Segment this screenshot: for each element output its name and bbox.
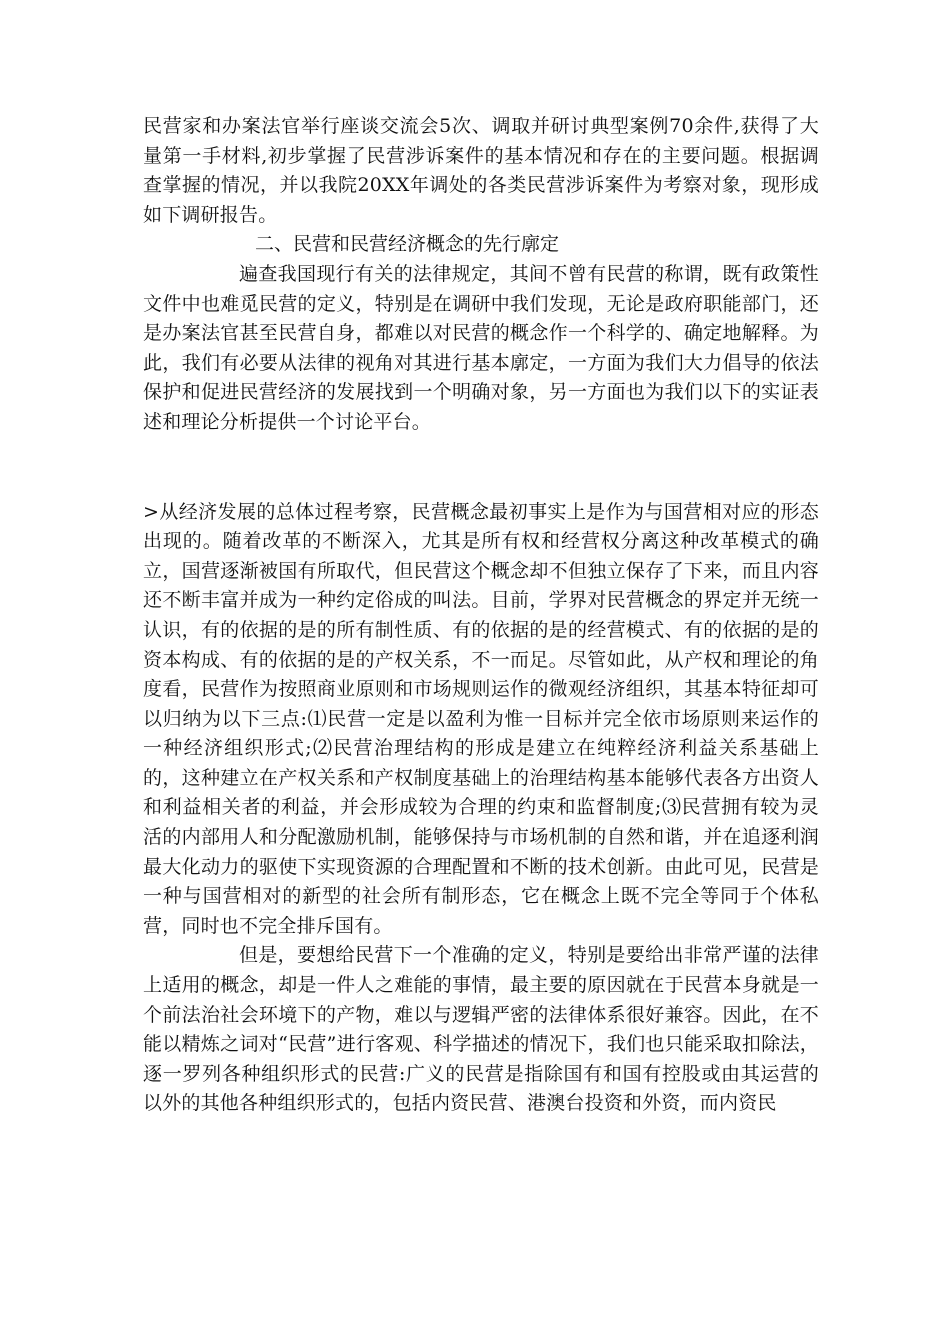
paragraph-economic: >从经济发展的总体过程考察，民营概念最初事实上是作为与国营相对应的形态出现的。随着改革的不断深入，尤其是所有权和经营权分离这种改革模式的确立，国营逐渐被国有所取代，但民营这个概念却不但独立保存了下来，而且内容还不断丰富并成为一种约定俗成的叫法。目前，学界对民营概念的界定并无统一认识，有的依据的是的所有制性质、有的依据的是的经营模式、有的依据的是的资本构成、有的依据的是的产权关系，不一而足。尽管如此，从产权和理论的角度看，民营作为按照商业原则和市场规则运作的微观经济组织，其基本特征却可以归纳为以下三点:⑴民营一定是以盈利为惟一目标并完全依市场原则来运作的一种经济组织形式;⑵民营治理结构的形成是建立在纯粹经济利益关系基础上的，这种建立在产权关系和产权制度基础上的治理结构基本能够代表各方出资人和利益相关者的利益，并会形成较为合理的约束和监督制度;⑶民营拥有较为灵活的内部用人和分配激励机制，能够保持与市场机制的自然和谐，并在追逐利润最大化动力的驱使下实现资源的合理配置和不断的技术创新。由此可见，民营是一种与国营相对的新型的社会所有制形态，它在概念上既不完全等同于个体私营，同时也不完全排斥国有。 — [143, 500, 819, 937]
paragraph-intro: 民营家和办案法官举行座谈交流会5次、调取并研讨典型案例70余件,获得了大量第一手材料,初步掌握了民营涉诉案件的基本情况和存在的主要问题。根据调查掌握的情况，并以我院20XX年调处的各类民营涉诉案件为考察对象，现形成如下调研报告。 — [143, 115, 819, 226]
document-page — [143, 112, 819, 1119]
paragraph-definition: 但是，要想给民营下一个准确的定义，特别是要给出非常严谨的法律上适用的概念，却是一件人之难能的事情，最主要的原因就在于民营本身就是一个前法治社会环境下的产物，难以与逻辑严密的法律体系很好兼容。因此，在不能以精炼之词对“民营”进行客观、科学描述的情况下，我们也只能采取扣除法，逐一罗列各种组织形式的民营:广义的民营是指除国有和国有控股或由其运营的以外的其他各种组织形式的，包括内资民营、港澳台投资和外资，而内资民 — [143, 944, 819, 1115]
page-gap — [143, 438, 819, 498]
section-heading: 二、民营和民营经济概念的先行廓定 — [255, 233, 560, 256]
paragraph-section-intro: 遍查我国现行有关的法律规定，其间不曾有民营的称谓，既有政策性文件中也难觅民营的定义，特别是在调研中我们发现，无论是政府职能部门，还是办案法官甚至民营自身，都难以对民营的概念作一个科学的、确定地解释。为此，我们有必要从法律的视角对其进行基本廓定，一方面为我们大力倡导的依法保护和促进民营经济的发展找到一个明确对象，另一方面也为我们以下的实证表述和理论分析提供一个讨论平台。 — [143, 262, 819, 433]
